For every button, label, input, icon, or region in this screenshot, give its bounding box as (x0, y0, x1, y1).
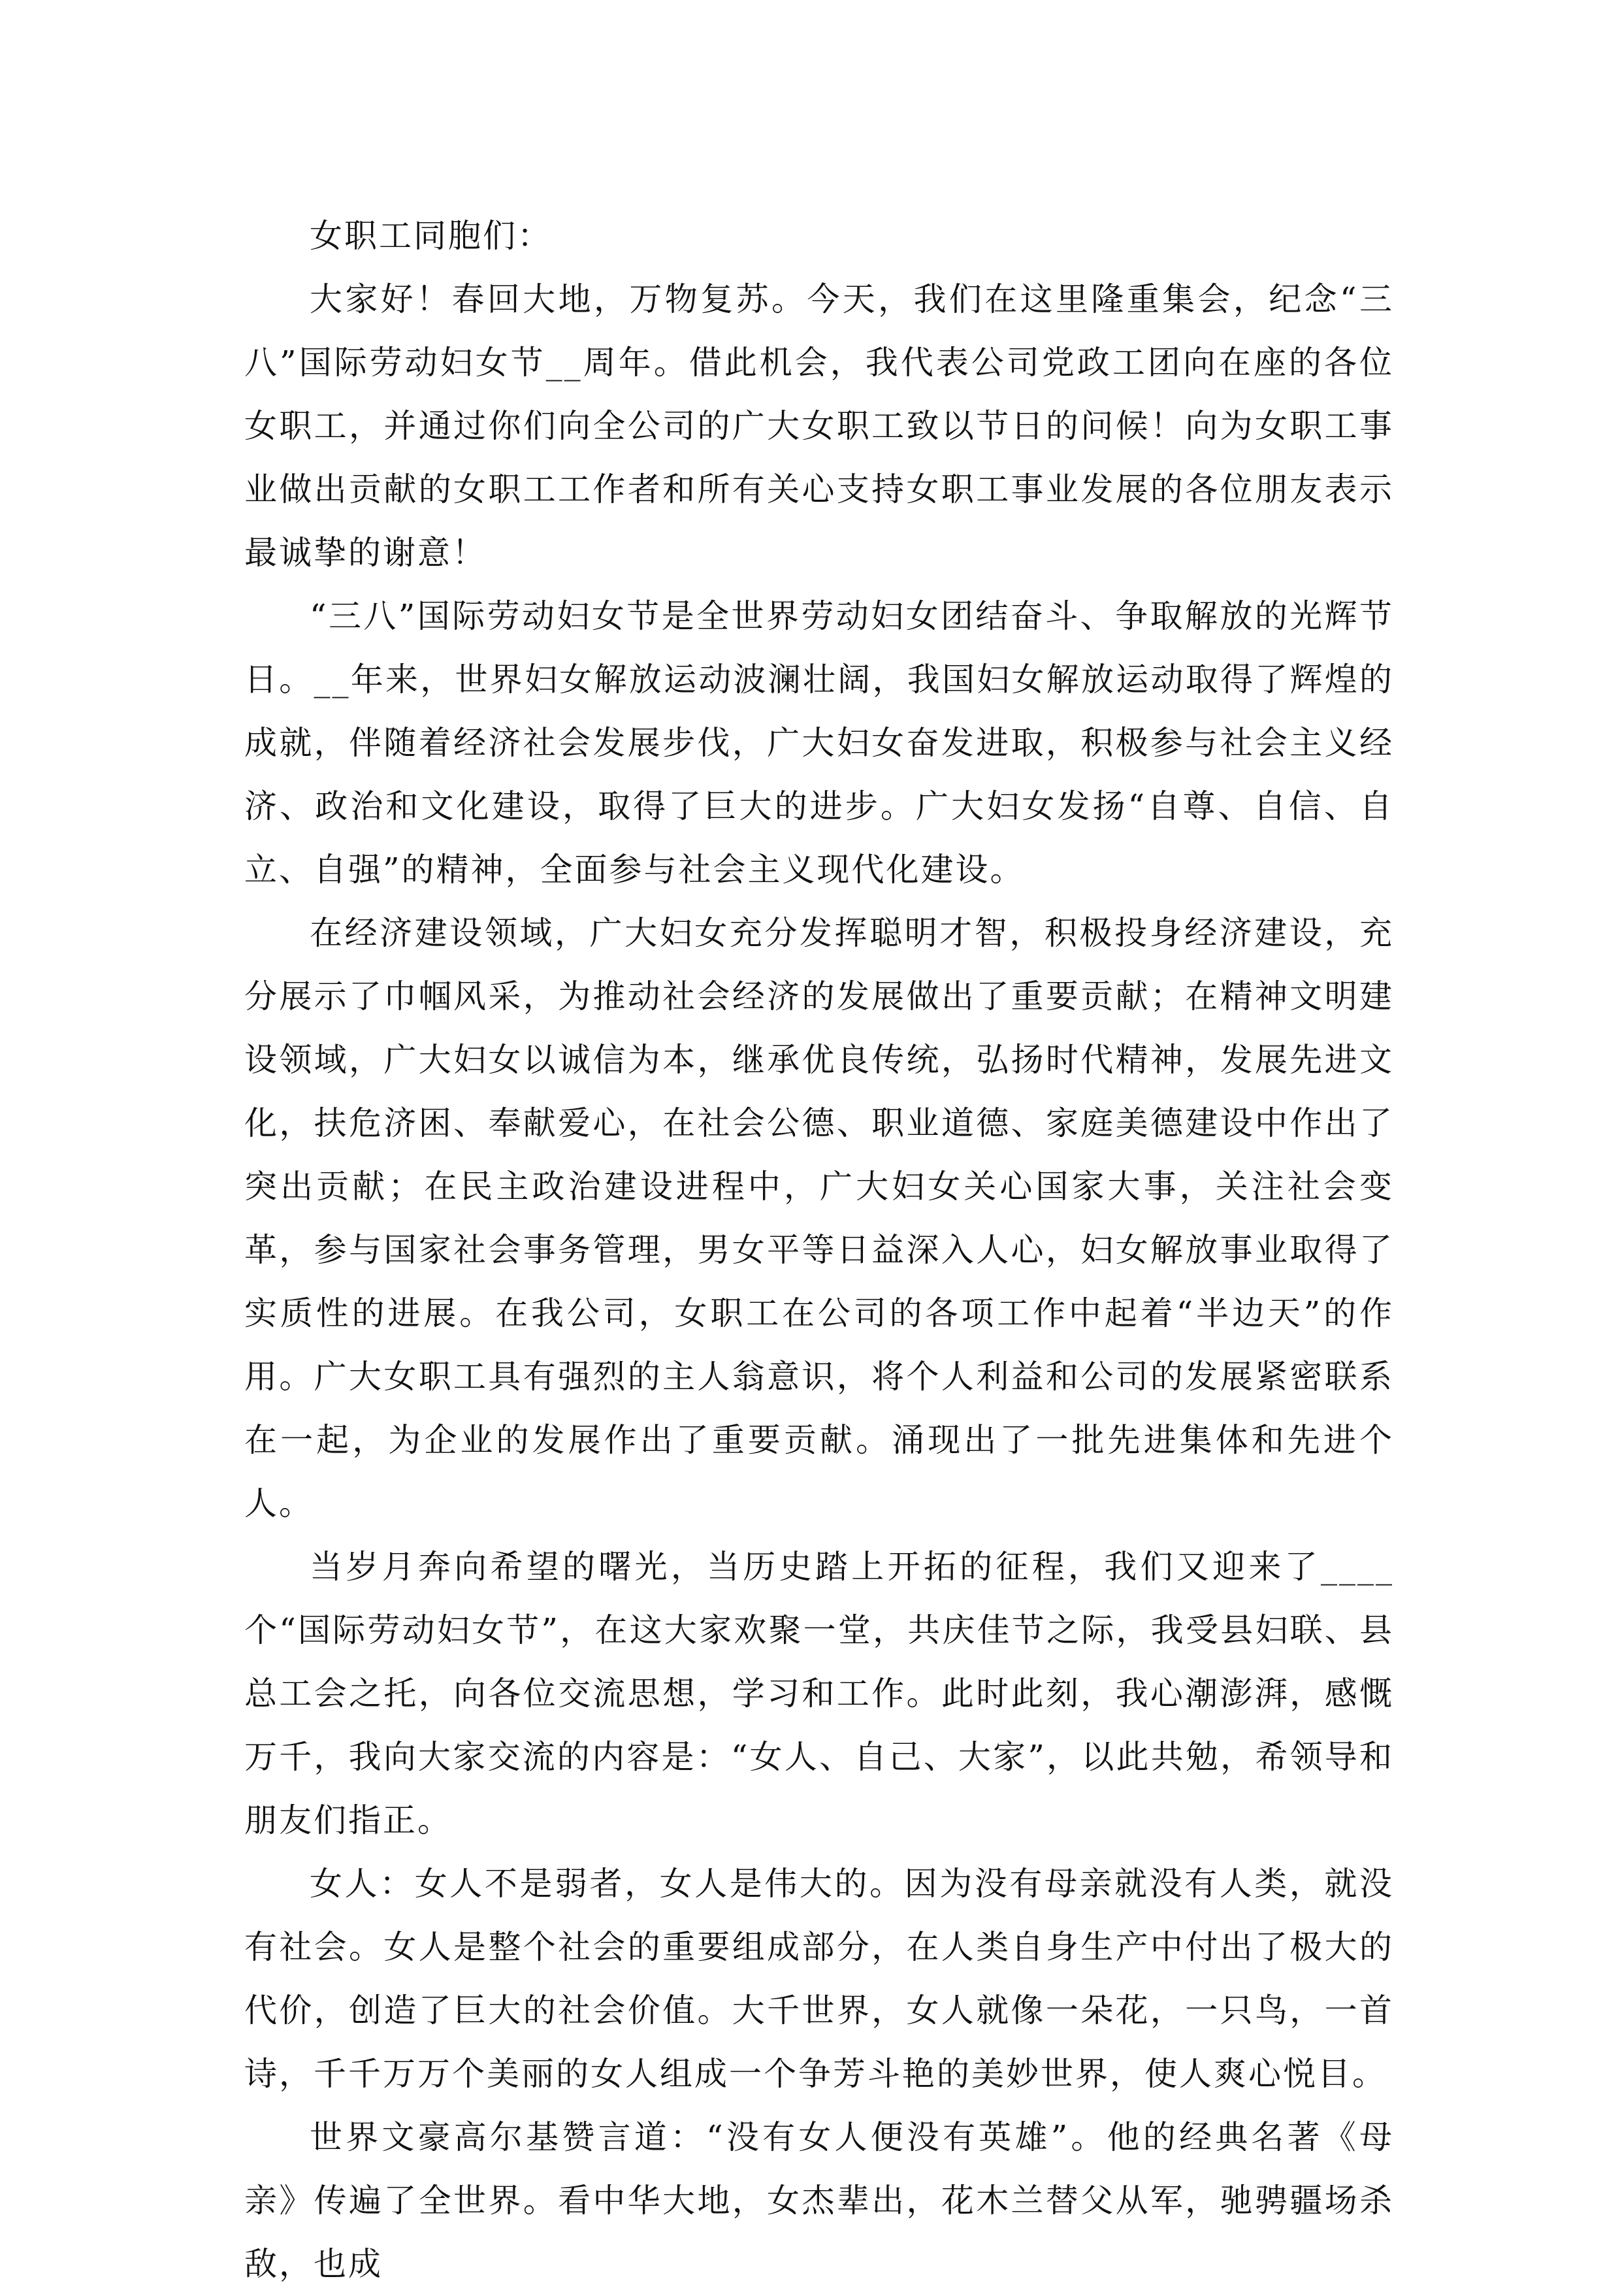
paragraph-6: 世界文豪高尔基赞言道：“没有女人便没有英雄”。他的经典名著《母亲》传遍了全世界。看中华大地，女杰辈出，花木兰替父从军，驰骋疆场杀敌，也成 (244, 2118, 1394, 2283)
paragraph-2: “三八”国际劳动妇女节是全世界劳动妇女团结奋斗、争取解放的光辉节日。__年来，世界妇女解放运动波澜壮阔，我国妇女解放运动取得了辉煌的成就，伴随着经济社会发展步伐，广大妇女奋发进取，积极参与社会主义经济、政治和文化建设，取得了巨大的进步。广大妇女发扬“自尊、自信、自立、自强”的精神，全面参与社会主义现代化建设。 (244, 597, 1394, 889)
paragraph-5: 女人：女人不是弱者，女人是伟大的。因为没有母亲就没有人类，就没有社会。女人是整个社会的重要组成部分，在人类自身生产中付出了极大的代价，创造了巨大的社会价值。大千世界，女人就像一朵花，一只鸟，一首诗，千千万万个美丽的女人组成一个争芳斗艳的美妙世界，使人爽心悦目。 (244, 1865, 1394, 2093)
paragraph-1: 大家好！春回大地，万物复苏。今天，我们在这里隆重集会，纪念“三八”国际劳动妇女节__周年。借此机会，我代表公司党政工团向在座的各位女职工，并通过你们向全公司的广大女职工致以节日的问候！向为女职工事业做出贡献的女职工工作者和所有关心支持女职工事业发展的各位朋友表示最诚挚的谢意！ (244, 280, 1394, 572)
salutation: 女职工同胞们： (310, 217, 552, 255)
paragraph-4: 当岁月奔向希望的曙光，当历史踏上开拓的征程，我们又迎来了____个“国际劳动妇女节”，在这大家欢聚一堂，共庆佳节之际，我受县妇联、县总工会之托，向各位交流思想，学习和工作。此时此刻，我心潮澎湃，感慨万千，我向大家交流的内容是：“女人、自己、大家”，以此共勉，希领导和朋友们指正。 (244, 1548, 1394, 1839)
paragraph-3: 在经济建设领域，广大妇女充分发挥聪明才智，积极投身经济建设，充分展示了巾帼风采，为推动社会经济的发展做出了重要贡献；在精神文明建设领域，广大妇女以诚信为本，继承优良传统，弘扬时代精神，发展先进文化，扶危济困、奉献爱心，在社会公德、职业道德、家庭美德建设中作出了突出贡献；在民主政治建设进程中，广大妇女关心国家大事，关注社会变革，参与国家社会事务管理，男女平等日益深入人心，妇女解放事业取得了实质性的进展。在我公司，女职工在公司的各项工作中起着“半边天”的作用。广大女职工具有强烈的主人翁意识，将个人利益和公司的发展紧密联系在一起，为企业的发展作出了重要贡献。涌现出了一批先进集体和先进个人。 (244, 914, 1394, 1522)
document-body (244, 205, 1394, 2296)
